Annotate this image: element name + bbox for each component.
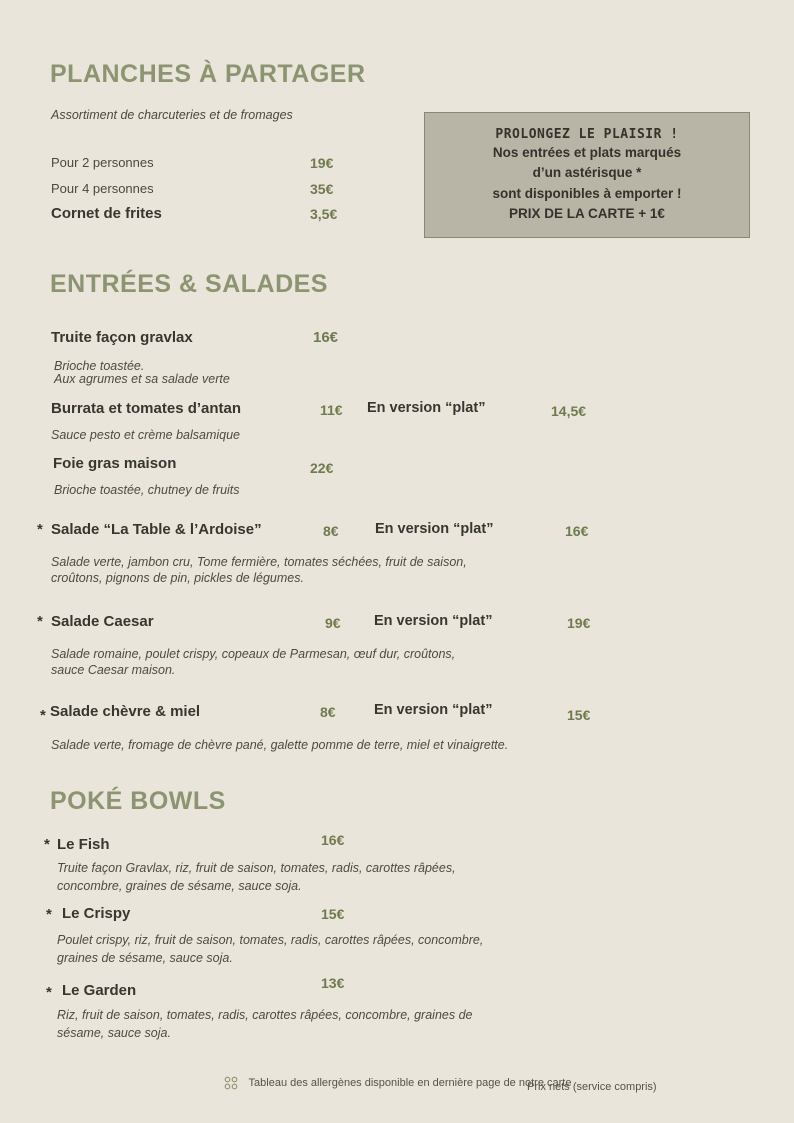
page-title: PLANCHES À PARTAGER — [50, 60, 366, 88]
item-price: 9€ — [325, 615, 341, 631]
takeaway-star: * — [40, 707, 46, 724]
item-description: sésame, sauce soja. — [57, 1026, 171, 1040]
item-name: Cornet de frites — [51, 205, 162, 222]
item-plat-label: En version “plat” — [374, 613, 493, 629]
item-price: 35€ — [310, 181, 334, 197]
item-description: Truite façon Gravlax, riz, fruit de saison, tomates, radis, carottes râpées, — [57, 861, 456, 875]
promo-line-2: Nos entrées et plats marqués — [492, 145, 682, 161]
item-description: Aux agrumes et sa salade verte — [54, 372, 230, 386]
item-description: Salade romaine, poulet crispy, copeaux de Parmesan, œuf dur, croûtons, — [51, 647, 456, 661]
item-price: 11€ — [320, 402, 343, 418]
item-plat-price: 15€ — [567, 707, 591, 723]
item-price: 16€ — [321, 832, 345, 848]
section-title-planches — [50, 60, 366, 89]
item-name: Foie gras maison — [53, 455, 177, 472]
item-price: 8€ — [323, 523, 339, 539]
item-name: Salade “La Table & l’Ardoise” — [51, 521, 262, 538]
planches-subtitle: Assortiment de charcuteries et de fromages — [51, 108, 293, 122]
item-price: 19€ — [310, 155, 334, 171]
item-description: concombre, graines de sésame, sauce soja. — [57, 879, 302, 893]
item-price: 13€ — [321, 975, 345, 991]
item-description: croûtons, pignons de pin, pickles de légumes. — [51, 571, 304, 585]
promo-line-4: sont disponibles à emporter ! — [492, 185, 682, 201]
item-description: Poulet crispy, riz, fruit de saison, tomates, radis, carottes râpées, concombre, — [57, 933, 484, 947]
item-description: Brioche toastée, chutney de fruits — [54, 483, 240, 497]
footer-allergens — [223, 1075, 572, 1091]
item-price: 15€ — [321, 906, 345, 922]
item-description: Brioche toastée. — [54, 359, 145, 373]
item-description: Salade verte, fromage de chèvre pané, galette pomme de terre, miel et vinaigrette. — [51, 738, 509, 752]
section-heading: ENTRÉES & SALADES — [50, 270, 328, 298]
item-name: Le Fish — [57, 836, 110, 853]
item-plat-label: En version “plat” — [367, 400, 486, 416]
takeaway-star: * — [44, 836, 50, 853]
item-name: Pour 4 personnes — [51, 181, 154, 196]
item-description: Salade verte, jambon cru, Tome fermière, tomates séchées, fruit de saison, — [51, 555, 467, 569]
item-price: 3,5€ — [310, 206, 338, 222]
item-name: Pour 2 personnes — [51, 155, 154, 170]
takeaway-star: * — [37, 521, 43, 538]
promo-line-3: d’un astérisque * — [532, 165, 642, 181]
promo-line-5: PRIX DE LA CARTE + 1€ — [509, 205, 665, 221]
item-name: Salade Caesar — [51, 613, 154, 630]
takeaway-star: * — [46, 984, 52, 1001]
item-description: graines de sésame, sauce soja. — [57, 951, 233, 965]
takeaway-star: * — [46, 906, 52, 923]
item-price: 22€ — [310, 460, 334, 476]
section-title-poke — [50, 787, 226, 816]
item-plat-price: 16€ — [565, 523, 589, 539]
item-description: Sauce pesto et crème balsamique — [51, 428, 240, 442]
item-description: Riz, fruit de saison, tomates, radis, carottes râpées, concombre, graines de — [57, 1008, 473, 1022]
item-description: sauce Caesar maison. — [51, 663, 176, 677]
item-plat-price: 19€ — [567, 615, 591, 631]
footer-prices-text: Prix nets (service compris) — [527, 1081, 657, 1093]
item-name: Truite façon gravlax — [51, 329, 193, 346]
item-price: 8€ — [320, 704, 336, 720]
item-plat-label: En version “plat” — [374, 702, 493, 718]
footer-allergens-text: Tableau des allergènes disponible en dernière page de notre carte — [248, 1077, 572, 1089]
item-name: Burrata et tomates d’antan — [51, 400, 242, 417]
promo-headline: PROLONGEZ LE PLAISIR ! — [495, 127, 679, 143]
section-title-entrees — [50, 270, 328, 299]
item-name: Le Crispy — [62, 905, 131, 922]
section-heading: POKÉ BOWLS — [50, 787, 226, 815]
item-name: Le Garden — [62, 982, 137, 999]
item-plat-label: En version “plat” — [375, 521, 494, 537]
item-price: 16€ — [313, 329, 339, 346]
item-plat-price: 14,5€ — [551, 403, 587, 419]
takeaway-star: * — [37, 613, 43, 630]
allergen-icon — [223, 1075, 239, 1091]
promo-box — [424, 112, 750, 238]
footer — [0, 1075, 794, 1094]
item-name: Salade chèvre & miel — [50, 703, 201, 720]
